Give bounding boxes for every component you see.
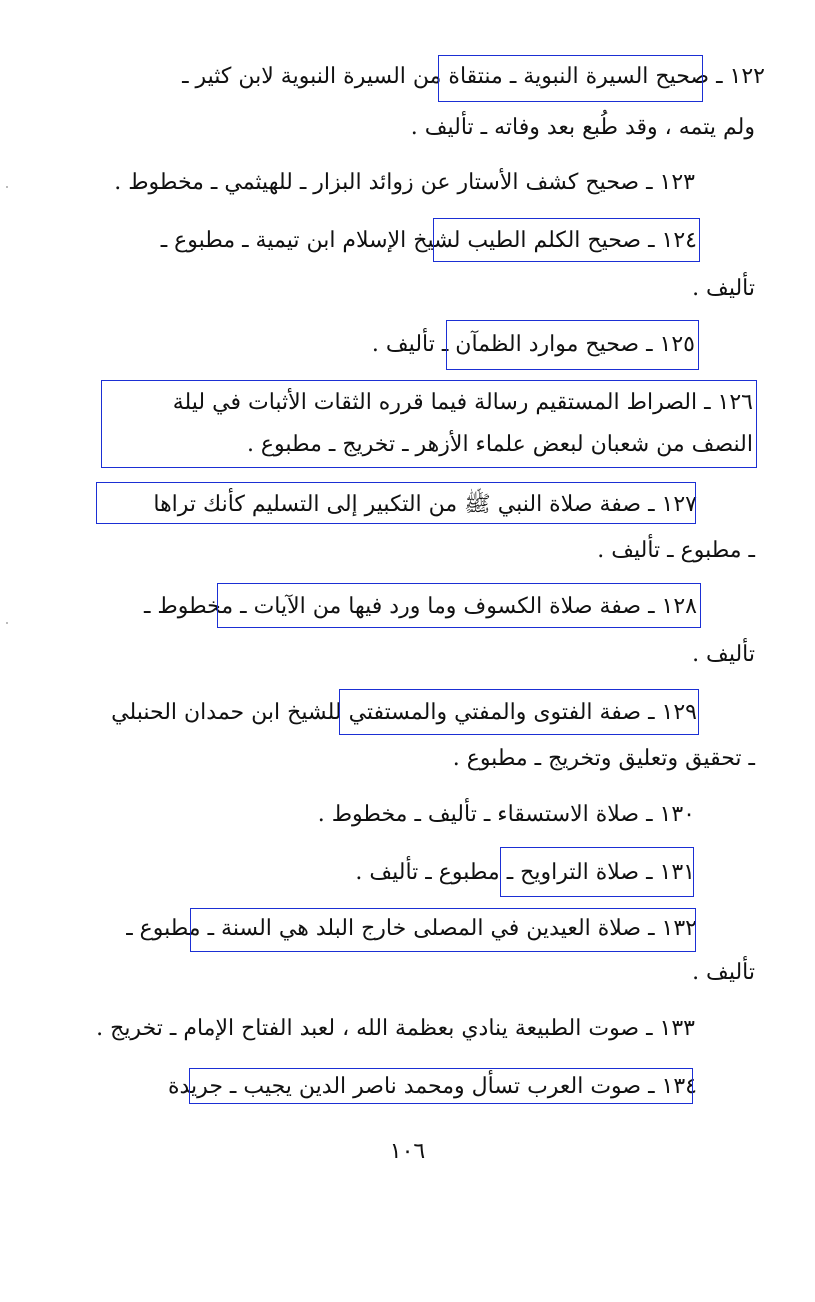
text-line: ـ تحقيق وتعليق وتخريج ـ مطبوع . bbox=[452, 746, 755, 771]
scan-speck bbox=[6, 622, 8, 624]
text-line: ولم يتمه ، وقد طُبع بعد وفاته ـ تأليف . bbox=[410, 115, 755, 140]
text-line: ـ مطبوع ـ تأليف . bbox=[597, 538, 755, 563]
text-line: ١٢٢ ـ صحيح السيرة النبوية ـ منتقاة من السيرة النبوية لابن كثير ـ bbox=[182, 64, 765, 89]
text-line: تأليف . bbox=[692, 642, 755, 667]
text-line: ١٢٧ ـ صفة صلاة النبي ﷺ من التكبير إلى التسليم كأنك تراها bbox=[153, 492, 697, 517]
text-line: ١٢٣ ـ صحيح كشف الأستار عن زوائد البزار ـ للهيثمي ـ مخطوط . bbox=[114, 170, 695, 195]
page-number: ١٠٦ bbox=[389, 1139, 426, 1164]
scan-speck bbox=[6, 186, 8, 188]
text-line: ١٣٠ ـ صلاة الاستسقاء ـ تأليف ـ مخطوط . bbox=[317, 802, 695, 827]
text-line: تأليف . bbox=[692, 276, 755, 301]
text-line: تأليف . bbox=[692, 960, 755, 985]
text-line: ١٢٨ ـ صفة صلاة الكسوف وما ورد فيها من الآيات ـ مخطوط ـ bbox=[143, 594, 697, 619]
text-line: ١٣٣ ـ صوت الطبيعة ينادي بعظمة الله ، لعبد الفتاح الإمام ـ تخريج . bbox=[96, 1016, 695, 1041]
text-line: ١٢٤ ـ صحيح الكلم الطيب لشيخ الإسلام ابن تيمية ـ مطبوع ـ bbox=[160, 228, 697, 253]
text-line: النصف من شعبان لبعض علماء الأزهر ـ تخريج ـ مطبوع . bbox=[246, 432, 753, 457]
text-line: ١٣٢ ـ صلاة العيدين في المصلى خارج البلد هي السنة ـ مطبوع ـ bbox=[126, 916, 697, 941]
text-line: ١٣١ ـ صلاة التراويح ـ مطبوع ـ تأليف . bbox=[355, 860, 695, 885]
text-line: ١٢٩ ـ صفة الفتوى والمفتي والمستفتي للشيخ ابن حمدان الحنبلي bbox=[111, 700, 697, 725]
text-line: ١٢٥ ـ صحيح موارد الظمآن ـ تأليف . bbox=[371, 332, 695, 357]
text-line: ١٢٦ ـ الصراط المستقيم رسالة فيما قرره الثقات الأثبات في ليلة bbox=[172, 390, 753, 415]
text-line: ١٣٤ ـ صوت العرب تسأل ومحمد ناصر الدين يجيب ـ جريدة bbox=[167, 1074, 697, 1099]
